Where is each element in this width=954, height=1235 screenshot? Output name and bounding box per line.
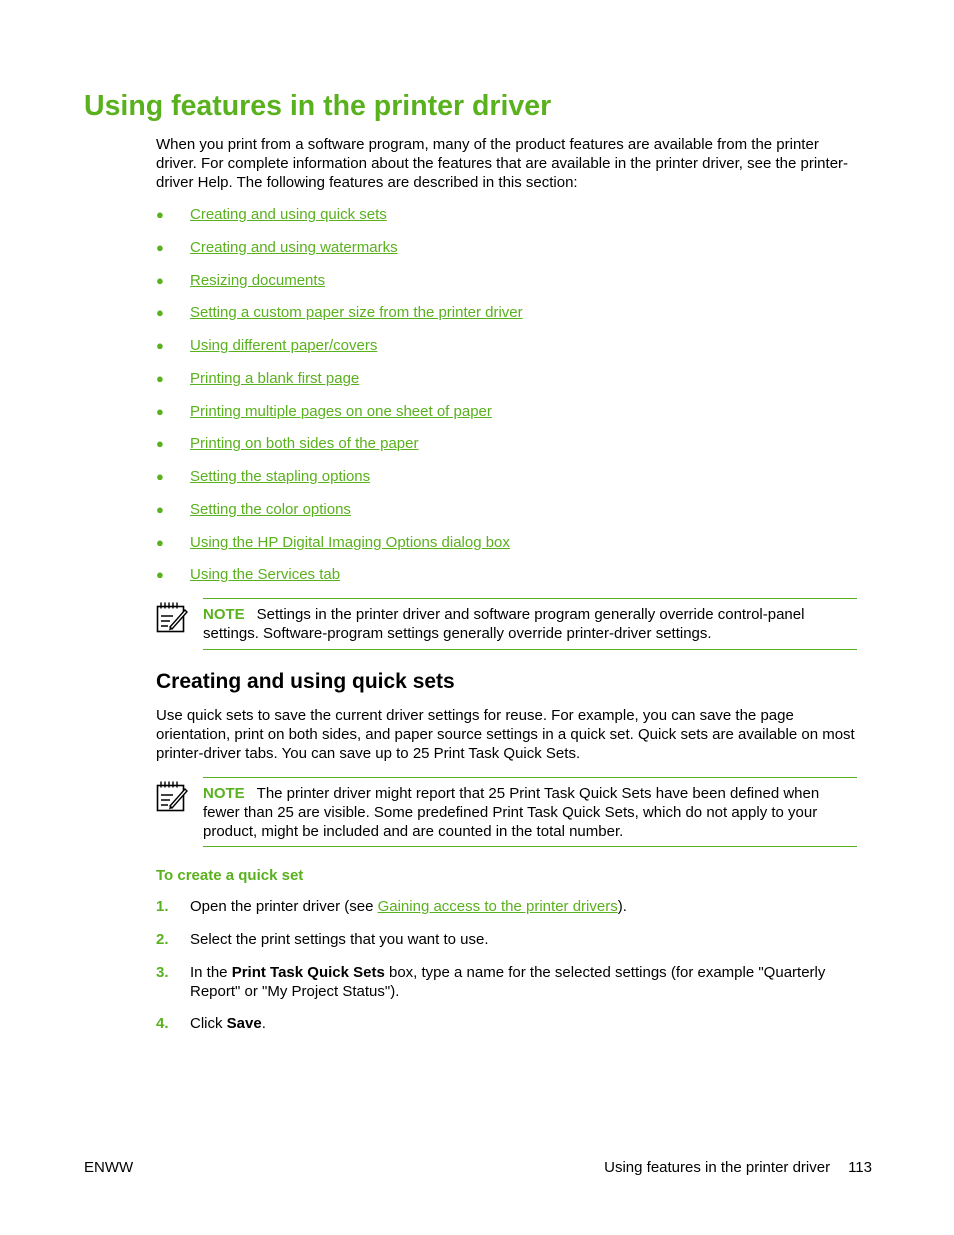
link-blank-first-page[interactable]: Printing a blank first page — [190, 369, 360, 387]
link-services-tab[interactable]: Using the Services tab — [190, 566, 341, 584]
divider — [203, 649, 857, 650]
step-text-bold: Save — [226, 1015, 262, 1032]
footer-section: Using features in the printer driver — [604, 1159, 831, 1176]
link-both-sides[interactable]: Printing on both sides of the paper — [190, 435, 419, 453]
bullet-icon: ● — [156, 403, 164, 419]
link-custom-paper-size[interactable]: Setting a custom paper size from the printer driver — [190, 304, 523, 322]
bullet-icon: ● — [156, 272, 164, 288]
footer-right — [560, 1158, 872, 1178]
bullet-icon: ● — [156, 239, 164, 255]
link-color-options[interactable]: Setting the color options — [190, 500, 351, 518]
bullet-icon: ● — [156, 436, 164, 452]
section-paragraph: Use quick sets to save the current driver settings for reuse. For example, you can save the page orientation, print on both sides, and paper source settings in a quick set. Quick sets are available on most printer-driver tabs. You can save up to 25 Print Task Quick Sets. — [156, 707, 855, 762]
step-number: 2. — [156, 931, 169, 948]
link-gaining-access[interactable]: Gaining access to the printer drivers — [377, 898, 618, 915]
divider — [203, 846, 857, 847]
bullet-icon: ● — [156, 469, 164, 484]
step-text-post: . — [261, 1015, 266, 1032]
link-multiple-pages[interactable]: Printing multiple pages on one sheet of paper — [190, 402, 492, 420]
note-label: NOTE — [203, 785, 245, 802]
divider — [203, 598, 857, 599]
link-digital-imaging[interactable]: Using the HP Digital Imaging Options dialog box — [190, 533, 510, 551]
link-watermarks[interactable]: Creating and using watermarks — [190, 238, 398, 256]
link-stapling[interactable]: Setting the stapling options — [190, 468, 371, 485]
page-number: 113 — [848, 1159, 872, 1176]
footer-left: ENWW — [84, 1159, 134, 1176]
note-label: NOTE — [203, 606, 245, 623]
intro-paragraph: When you print from a software program, many of the product features are available from the printer driver. For complete information about the features that are available in the printer driver, see the printer-driver Help. The following features are described in this section: — [156, 136, 849, 191]
bullet-icon: ● — [156, 501, 164, 517]
link-different-paper[interactable]: Using different paper/covers — [190, 337, 378, 354]
step-number: 4. — [156, 1015, 169, 1032]
step-text-bold: Print Task Quick Sets — [231, 964, 385, 981]
bullet-icon: ● — [156, 370, 164, 386]
bullet-icon: ● — [156, 534, 164, 550]
note-icon — [156, 780, 188, 812]
note-body: Settings in the printer driver and software program generally override control-panel settings. Software-program settings generally override printer-driver settings. — [203, 606, 805, 642]
note-text — [203, 605, 857, 643]
step-text-pre: Click — [190, 1015, 227, 1032]
bullet-icon: ● — [156, 338, 164, 353]
step-text-post: ). — [617, 898, 627, 915]
step-text — [190, 897, 861, 916]
step-text-pre: In the — [190, 964, 232, 981]
note-text — [203, 784, 857, 841]
step-text-post: box, type a name for the selected settings (for example "Quarterly Report" or "My Project Status"). — [190, 964, 826, 1000]
link-resizing[interactable]: Resizing documents — [190, 271, 326, 289]
page-title: Using features in the printer driver — [84, 90, 552, 122]
section-heading: Creating and using quick sets — [156, 670, 455, 693]
bullet-icon: ● — [156, 305, 164, 321]
note-box — [156, 598, 857, 651]
bullet-icon: ● — [156, 567, 164, 583]
link-quick-sets[interactable]: Creating and using quick sets — [190, 206, 387, 223]
step-number: 3. — [156, 964, 169, 981]
step-text — [190, 1014, 861, 1033]
step-text-pre: Open the printer driver (see — [190, 898, 378, 915]
step-text: Select the print settings that you want to use. — [190, 931, 489, 948]
note-box — [156, 777, 857, 848]
step-text — [190, 963, 861, 1001]
bullet-icon: ● — [156, 207, 164, 222]
procedure-title: To create a quick set — [156, 867, 304, 884]
step-number: 1. — [156, 898, 169, 915]
divider — [203, 777, 857, 778]
note-body: The printer driver might report that 25 Print Task Quick Sets have been defined when fewer than 25 are visible. Some predefined Print Task Quick Sets, which do not apply to your product, might be included and are counted in the total number. — [203, 785, 820, 840]
note-icon — [156, 601, 188, 633]
